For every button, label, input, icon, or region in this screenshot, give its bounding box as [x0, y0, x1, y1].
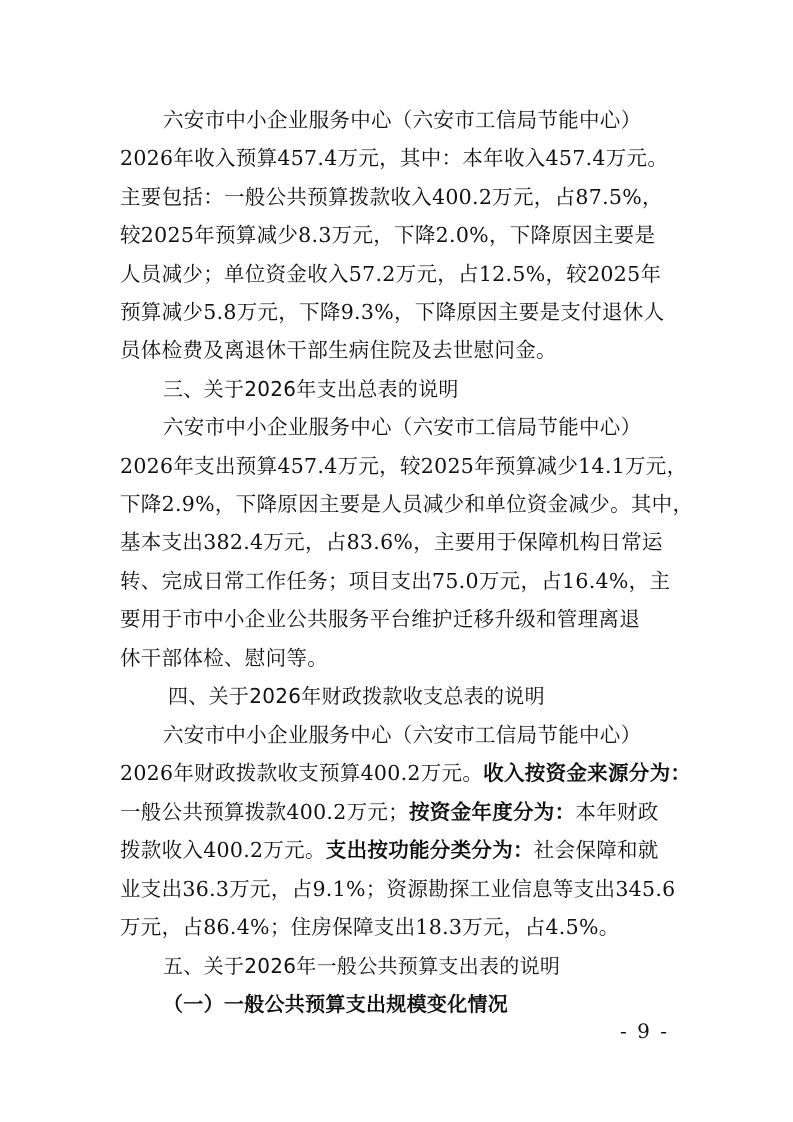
- text-run: 2026年财政拨款收支预算400.2万元。: [120, 761, 484, 785]
- paragraph-line: 业支出36.3万元，占9.1%；资源勘探工业信息等支出345.6: [120, 877, 676, 901]
- paragraph-line: 2026年支出预算457.4万元，较2025年预算减少14.1万元，: [120, 454, 688, 478]
- paragraph-line: 六安市中小企业服务中心（六安市工信局节能中心）: [163, 108, 642, 132]
- paragraph-line: 下降2.9%，下降原因主要是人员减少和单位资金减少。其中，: [120, 492, 694, 516]
- paragraph-line: 六安市中小企业服务中心（六安市工信局节能中心）: [163, 415, 642, 439]
- subsection-heading: （一）一般公共预算支出规模变化情况: [163, 992, 509, 1016]
- paragraph-line: 2026年收入预算457.4万元，其中：本年收入457.4万元。: [120, 146, 669, 170]
- page-number: - 9 -: [620, 1019, 669, 1043]
- paragraph-line: 主要包括：一般公共预算拨款收入400.2万元，占87.5%，: [120, 185, 663, 209]
- bold-text-run: 支出按功能分类分为：: [325, 838, 534, 862]
- paragraph-line: 基本支出382.4万元，占83.6%，主要用于保障机构日常运: [120, 530, 663, 554]
- text-run: 社会保障和就: [533, 838, 659, 862]
- paragraph-line: 休干部体检、慰问等。: [120, 646, 328, 670]
- text-run: 本年财政: [575, 800, 659, 824]
- section-heading: 三、关于2026年支出总表的说明: [163, 377, 459, 401]
- paragraph-line: [120, 756, 692, 790]
- paragraph-line: 六安市中小企业服务中心（六安市工信局节能中心）: [163, 723, 642, 747]
- paragraph-line: 要用于市中小企业公共服务平台维护迁移升级和管理离退: [120, 607, 640, 631]
- paragraph-line: 较2025年预算减少8.3万元，下降2.0%，下降原因主要是: [120, 223, 656, 247]
- bold-text-run: 按资金年度分为：: [409, 800, 576, 824]
- paragraph-line: [120, 833, 680, 867]
- paragraph-line: 员体检费及离退休干部生病住院及去世慰问金。: [120, 338, 557, 362]
- section-heading: 五、关于2026年一般公共预算支出表的说明: [163, 954, 561, 978]
- bold-text-run: 收入按资金来源分为：: [483, 761, 692, 785]
- paragraph-line: 万元，占86.4%；住房保障支出18.3万元，占4.5%。: [120, 915, 620, 939]
- paragraph-line: 预算减少5.8万元，下降9.3%，下降原因主要是支付退休人: [120, 300, 665, 324]
- paragraph-line: 转、完成日常工作任务；项目支出75.0万元，占16.4%，主: [120, 569, 671, 593]
- paragraph-line: 人员减少；单位资金收入57.2万元，占12.5%，较2025年: [120, 262, 662, 286]
- text-run: 一般公共预算拨款400.2万元；: [120, 800, 409, 824]
- paragraph-line: [120, 795, 680, 829]
- section-heading: 四、关于2026年财政拨款收支总表的说明: [168, 684, 545, 708]
- text-run: 拨款收入400.2万元。: [120, 838, 326, 862]
